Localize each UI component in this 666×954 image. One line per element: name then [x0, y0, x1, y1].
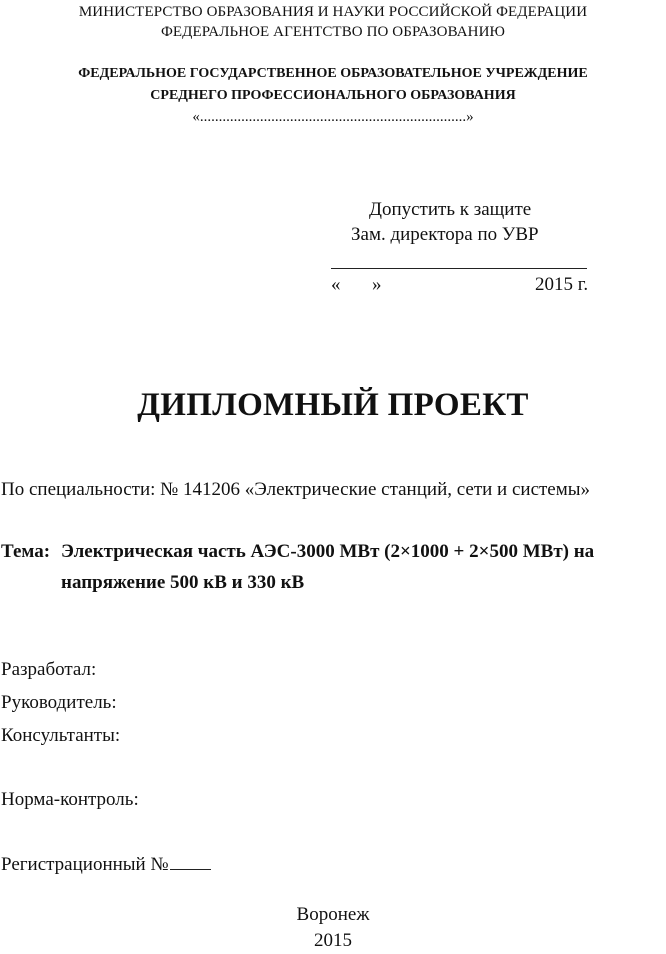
date-open-quote: «	[331, 274, 341, 295]
ministry-line-1: МИНИСТЕРСТВО ОБРАЗОВАНИЯ И НАУКИ РОССИЙСКОЙ ФЕДЕРАЦИИ	[78, 4, 588, 20]
date-close-quote: »	[372, 274, 382, 295]
document-title: ДИПЛОМНЫЙ ПРОЕКТ	[137, 387, 529, 423]
registration-number-blank	[170, 869, 211, 870]
specialty-text: По специальности: № 141206 «Электрические станций, сети и системы»	[1, 479, 591, 500]
topic-label: Тема:	[1, 541, 51, 562]
ministry-line-2: ФЕДЕРАЛЬНОЕ АГЕНТСТВО ПО ОБРАЗОВАНИЮ	[160, 24, 506, 40]
deputy-director-label: Зам. директора по УВР	[351, 224, 539, 245]
footer-year: 2015	[314, 930, 352, 951]
approval-year: 2015 г.	[535, 274, 589, 295]
admit-to-defense-label: Допустить к защите	[369, 199, 532, 220]
registration-number-row	[1, 855, 211, 874]
developed-by-label: Разработал:	[1, 659, 97, 680]
consultants-label: Консультанты:	[1, 725, 121, 746]
registration-number-label: Регистрационный №	[1, 854, 169, 875]
signature-line	[331, 268, 587, 269]
topic-line-1: Электрическая часть АЭС-3000 МВт (2×1000 + 2×500 МВт) на	[61, 541, 595, 562]
institution-name-placeholder: «.......................................................................»	[192, 109, 474, 125]
institution-line-1: ФЕДЕРАЛЬНОЕ ГОСУДАРСТВЕННОЕ ОБРАЗОВАТЕЛЬНОЕ УЧРЕЖДЕНИЕ	[78, 66, 588, 81]
norm-control-label: Норма-контроль:	[1, 789, 139, 810]
topic-line-2: напряжение 500 кВ и 330 кВ	[61, 572, 305, 593]
institution-line-2: СРЕДНЕГО ПРОФЕССИОНАЛЬНОГО ОБРАЗОВАНИЯ	[150, 88, 516, 103]
city-label: Воронеж	[296, 904, 370, 925]
supervisor-label: Руководитель:	[1, 692, 117, 713]
